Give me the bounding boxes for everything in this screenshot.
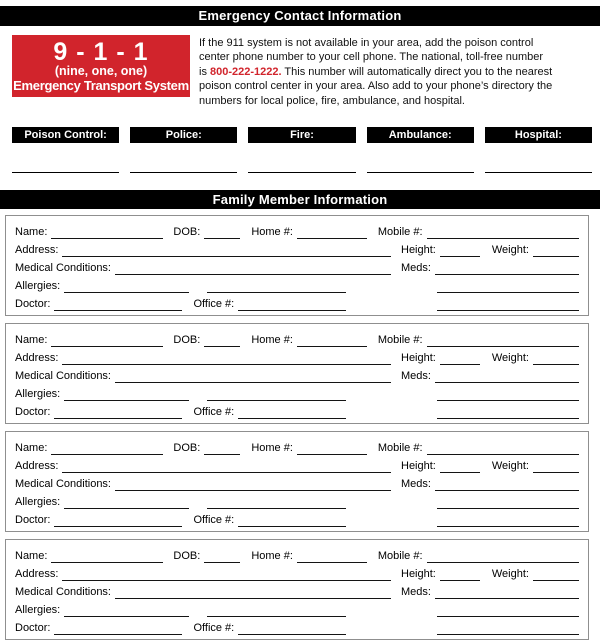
allergies-extra-line	[207, 281, 346, 293]
name-row	[15, 221, 579, 239]
dob-label: DOB:	[173, 442, 201, 455]
dob-field-line	[204, 551, 240, 563]
mobile-phone-field-line	[427, 551, 579, 563]
height-label: Height:	[401, 568, 436, 581]
doctor-label: Doctor:	[15, 298, 51, 311]
dob-field-line	[204, 335, 240, 347]
family-member-card	[5, 215, 589, 316]
name-row	[15, 437, 579, 455]
home-phone-label: Home #:	[251, 550, 293, 563]
doctor-label: Doctor:	[15, 406, 51, 419]
meds-field-line	[435, 263, 579, 275]
address-row	[15, 239, 579, 257]
medical-conditions-row	[15, 473, 579, 491]
address-field-line	[62, 569, 391, 581]
family-section-title: Family Member Information	[0, 190, 600, 209]
medical-conditions-label: Medical Conditions:	[15, 478, 111, 491]
medical-conditions-row	[15, 257, 579, 275]
doctor-label: Doctor:	[15, 622, 51, 635]
height-label: Height:	[401, 460, 436, 473]
mobile-phone-label: Mobile #:	[377, 226, 423, 239]
office-phone-field-line	[238, 623, 346, 635]
weight-field-line	[533, 569, 579, 581]
height-field-line	[440, 353, 480, 365]
medical-conditions-row	[15, 581, 579, 599]
address-field-line	[62, 461, 391, 473]
medical-conditions-label: Medical Conditions:	[15, 262, 111, 275]
medical-conditions-field-line	[115, 479, 391, 491]
label-fire: Fire:	[248, 127, 355, 143]
home-phone-label: Home #:	[251, 226, 293, 239]
label-police: Police:	[130, 127, 237, 143]
weight-label: Weight:	[491, 568, 529, 581]
emergency-911-section	[12, 35, 554, 108]
mobile-phone-field-line	[427, 443, 579, 455]
address-label: Address:	[15, 244, 59, 257]
911-system-name: Emergency Transport System	[13, 77, 189, 93]
name-label: Name:	[15, 226, 48, 239]
meds-field-line	[435, 479, 579, 491]
allergies-row	[15, 491, 579, 509]
doctor-field-line	[54, 299, 182, 311]
meds-extra-line-2	[437, 299, 579, 311]
name-field-line	[51, 443, 163, 455]
allergies-extra-line	[207, 497, 346, 509]
allergies-extra-line	[207, 605, 346, 617]
office-phone-label: Office #:	[193, 514, 235, 527]
home-phone-field-line	[297, 551, 367, 563]
home-phone-field-line	[297, 443, 367, 455]
meds-label: Meds:	[401, 478, 431, 491]
fire-fill-line	[248, 171, 355, 173]
address-row	[15, 347, 579, 365]
name-field-line	[51, 335, 163, 347]
office-phone-label: Office #:	[193, 298, 235, 311]
weight-field-line	[533, 245, 579, 257]
medical-conditions-row	[15, 365, 579, 383]
home-phone-label: Home #:	[251, 334, 293, 347]
mobile-phone-label: Mobile #:	[377, 550, 423, 563]
name-field-line	[51, 551, 163, 563]
allergies-label: Allergies:	[15, 496, 61, 509]
911-red-box	[12, 35, 190, 97]
allergies-field-line	[64, 497, 189, 509]
home-phone-label: Home #:	[251, 442, 293, 455]
mobile-phone-field-line	[427, 335, 579, 347]
weight-field-line	[533, 461, 579, 473]
911-number-words: (nine, one, one)	[54, 63, 148, 78]
meds-field-line	[435, 371, 579, 383]
family-member-card	[5, 539, 589, 640]
allergies-row	[15, 383, 579, 401]
allergies-field-line	[64, 281, 189, 293]
allergies-extra-line	[207, 389, 346, 401]
name-row	[15, 545, 579, 563]
poison-control-phone-number: 800-222-1222.	[210, 65, 282, 78]
info-text-after: This number will automatically direct you to the nearest poison control center in your area. Also add to your phone’s directory the numbers for local police, fire, ambulance, and hospital.	[199, 65, 553, 107]
meds-extra-line-1	[437, 605, 579, 617]
mobile-phone-field-line	[427, 227, 579, 239]
label-ambulance: Ambulance:	[367, 127, 474, 143]
meds-extra-line-2	[437, 407, 579, 419]
doctor-field-line	[54, 515, 182, 527]
name-row	[15, 329, 579, 347]
weight-label: Weight:	[491, 460, 529, 473]
doctor-row	[15, 509, 579, 527]
meds-extra-line-1	[437, 281, 579, 293]
meds-extra-line-2	[437, 515, 579, 527]
family-member-card	[5, 323, 589, 424]
police-fill-line	[130, 171, 237, 173]
name-label: Name:	[15, 550, 48, 563]
medical-conditions-label: Medical Conditions:	[15, 586, 111, 599]
height-field-line	[440, 569, 480, 581]
dob-field-line	[204, 227, 240, 239]
medical-conditions-field-line	[115, 371, 391, 383]
doctor-label: Doctor:	[15, 514, 51, 527]
meds-label: Meds:	[401, 586, 431, 599]
allergies-row	[15, 599, 579, 617]
office-phone-field-line	[238, 515, 346, 527]
address-label: Address:	[15, 460, 59, 473]
page-title: Emergency Contact Information	[0, 6, 600, 26]
doctor-field-line	[54, 407, 182, 419]
meds-extra-line-1	[437, 497, 579, 509]
meds-label: Meds:	[401, 262, 431, 275]
address-row	[15, 455, 579, 473]
medical-conditions-field-line	[115, 587, 391, 599]
doctor-field-line	[54, 623, 182, 635]
meds-field-line	[435, 587, 579, 599]
office-phone-field-line	[238, 407, 346, 419]
911-number: 9 - 1 - 1	[53, 37, 149, 66]
family-member-card	[5, 431, 589, 532]
home-phone-field-line	[297, 227, 367, 239]
allergies-row	[15, 275, 579, 293]
height-field-line	[440, 245, 480, 257]
address-label: Address:	[15, 568, 59, 581]
office-phone-field-line	[238, 299, 346, 311]
address-row	[15, 563, 579, 581]
office-phone-label: Office #:	[193, 622, 235, 635]
hospital-fill-line	[485, 171, 592, 173]
weight-field-line	[533, 353, 579, 365]
dob-label: DOB:	[173, 550, 201, 563]
height-label: Height:	[401, 352, 436, 365]
doctor-row	[15, 617, 579, 635]
medical-conditions-label: Medical Conditions:	[15, 370, 111, 383]
medical-conditions-field-line	[115, 263, 391, 275]
weight-label: Weight:	[491, 244, 529, 257]
allergies-field-line	[64, 605, 189, 617]
ambulance-fill-line	[367, 171, 474, 173]
office-phone-label: Office #:	[193, 406, 235, 419]
address-field-line	[62, 245, 391, 257]
dob-field-line	[204, 443, 240, 455]
allergies-field-line	[64, 389, 189, 401]
height-field-line	[440, 461, 480, 473]
doctor-row	[15, 401, 579, 419]
contact-number-fill-lines-row	[12, 171, 592, 173]
label-poison-control: Poison Control:	[12, 127, 119, 143]
name-label: Name:	[15, 334, 48, 347]
info-text-before: If the 911 system is not available in your area, add the poison control center phone number to your cell phone. The national, toll-free number is	[199, 37, 544, 78]
name-label: Name:	[15, 442, 48, 455]
allergies-label: Allergies:	[15, 388, 61, 401]
poison-control-info-text	[199, 36, 554, 108]
home-phone-field-line	[297, 335, 367, 347]
doctor-row	[15, 293, 579, 311]
allergies-label: Allergies:	[15, 604, 61, 617]
dob-label: DOB:	[173, 226, 201, 239]
label-hospital: Hospital:	[485, 127, 592, 143]
mobile-phone-label: Mobile #:	[377, 334, 423, 347]
meds-extra-line-2	[437, 623, 579, 635]
poison-control-fill-line	[12, 171, 119, 173]
meds-extra-line-1	[437, 389, 579, 401]
mobile-phone-label: Mobile #:	[377, 442, 423, 455]
dob-label: DOB:	[173, 334, 201, 347]
name-field-line	[51, 227, 163, 239]
address-label: Address:	[15, 352, 59, 365]
height-label: Height:	[401, 244, 436, 257]
contact-number-labels-row	[12, 127, 592, 143]
allergies-label: Allergies:	[15, 280, 61, 293]
address-field-line	[62, 353, 391, 365]
weight-label: Weight:	[491, 352, 529, 365]
meds-label: Meds:	[401, 370, 431, 383]
